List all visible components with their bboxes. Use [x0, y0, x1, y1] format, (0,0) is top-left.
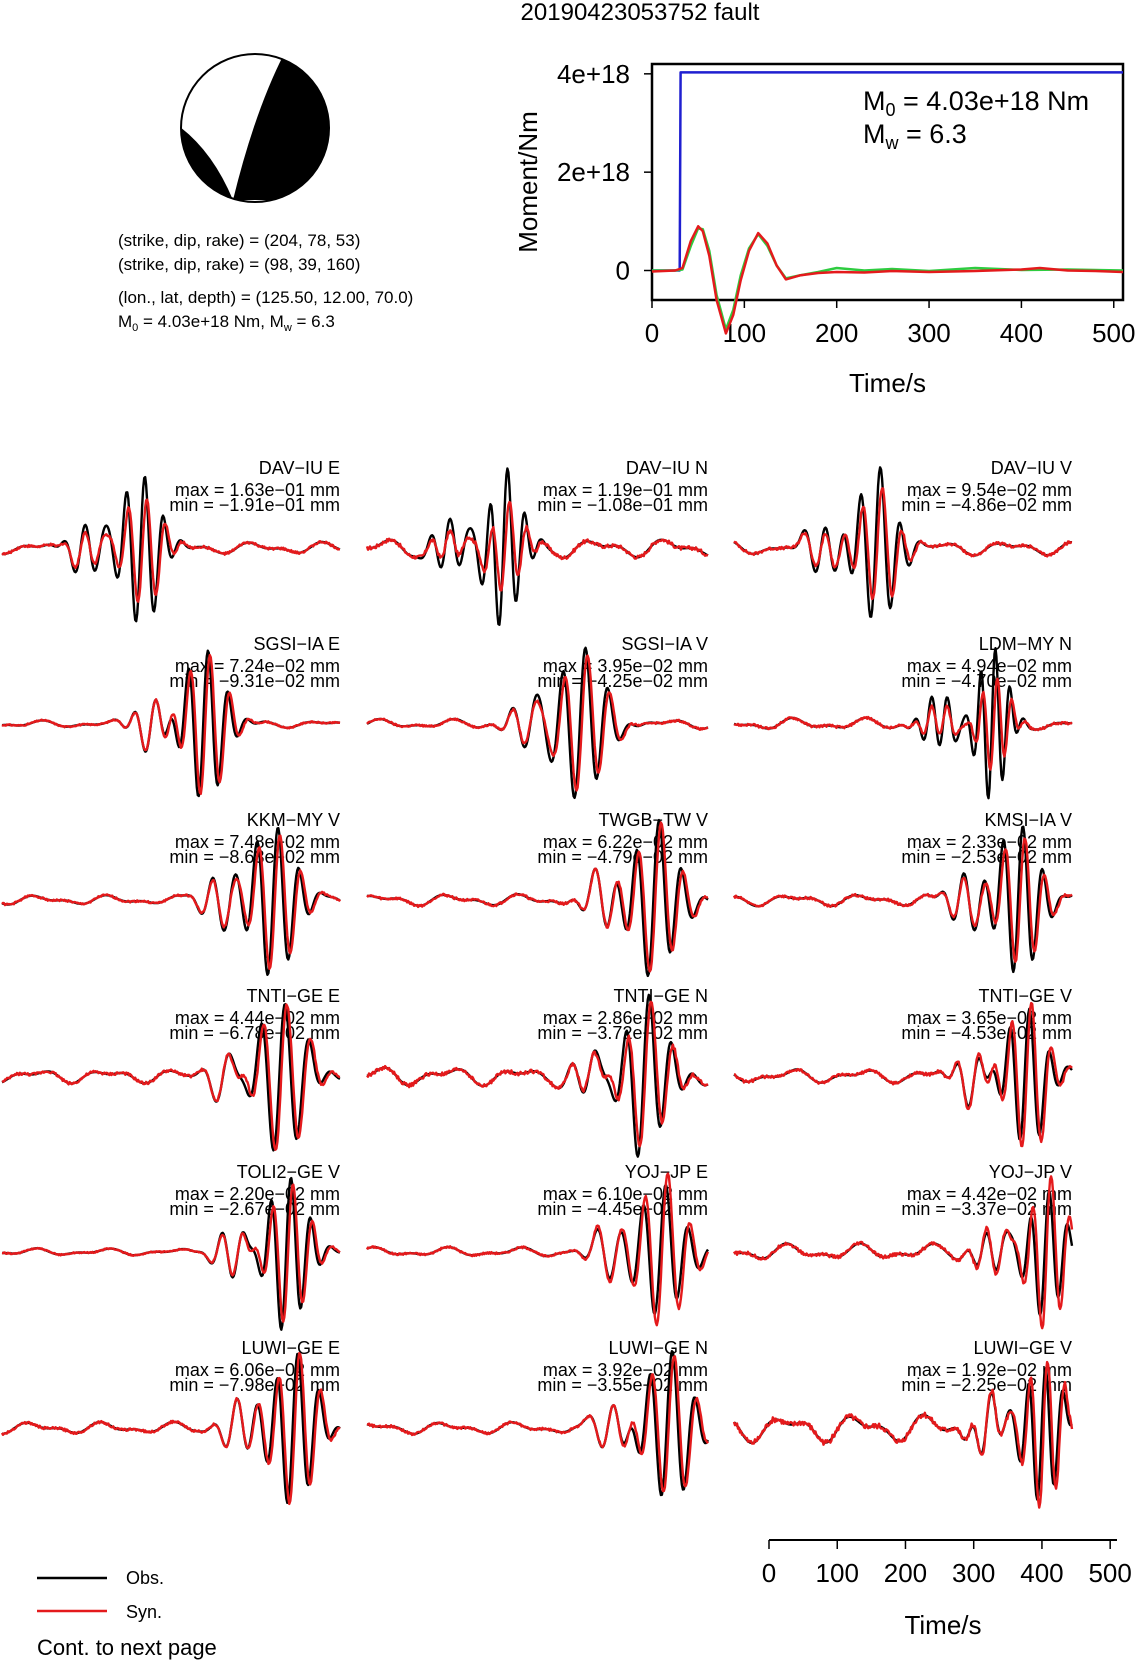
station-label: YOJ−JP V — [988, 1162, 1072, 1182]
station-min: min = −3.72e−02 mm — [537, 1023, 708, 1043]
waveform-panel — [2, 634, 340, 796]
moment-xtick-label: 100 — [722, 318, 767, 348]
station-label: DAV−IU N — [625, 458, 708, 478]
station-label: LUWI−GE N — [608, 1338, 708, 1358]
moment-xtick-label: 0 — [644, 318, 660, 348]
wave-xtick-label: 100 — [815, 1558, 859, 1588]
station-max: max = 6.22e−02 mm — [542, 832, 708, 852]
continued-note: Cont. to next page — [37, 1635, 217, 1660]
station-min: min = −4.45e−02 mm — [537, 1199, 708, 1219]
station-max: max = 7.24e−02 mm — [174, 656, 340, 676]
moment-ytick-label: 0 — [615, 255, 630, 286]
station-min: min = −9.31e−02 mm — [169, 671, 340, 691]
wave-xtick-label: 0 — [761, 1558, 777, 1588]
moment-xlabel: Time/s — [848, 368, 927, 398]
station-min: min = −1.91e−01 mm — [169, 495, 340, 515]
moment-sub: 0 — [132, 322, 139, 334]
waveform-panel — [734, 810, 1072, 972]
moment-rate-red — [652, 226, 1123, 333]
station-min: min = −4.79e−02 mm — [537, 847, 708, 867]
legend-obs-label: Obs. — [126, 1568, 165, 1588]
station-label: TNTI−GE V — [978, 986, 1072, 1006]
station-max: max = 3.65e−02 mm — [906, 1008, 1072, 1028]
page-title: 20190423053752 fault — [520, 0, 760, 26]
station-label: TNTI−GE N — [613, 986, 708, 1006]
station-min: min = −3.37e−02 mm — [901, 1199, 1072, 1219]
wave-xtick-label: 400 — [1020, 1558, 1064, 1588]
synthetic-trace — [367, 502, 708, 590]
station-label: TOLI2−GE V — [236, 1162, 340, 1182]
waveform-panel — [734, 634, 1072, 798]
moment-value: = 4.03e+18 Nm, M — [138, 312, 284, 331]
station-min: min = −6.78e−02 mm — [169, 1023, 340, 1043]
moment-ytick-label: 2e+18 — [556, 157, 630, 188]
station-max: max = 4.44e−02 mm — [174, 1008, 340, 1028]
station-label: KKM−MY V — [246, 810, 340, 830]
waveform-panel — [2, 1338, 340, 1504]
wave-xtick-label: 300 — [952, 1558, 996, 1588]
station-max: max = 4.94e−02 mm — [906, 656, 1072, 676]
waveform-panel — [367, 1162, 708, 1325]
waveform-panel — [2, 1162, 340, 1330]
plane2-text: (strike, dip, rake) = (98, 39, 160) — [118, 255, 361, 274]
station-max: max = 6.10e−02 mm — [542, 1184, 708, 1204]
waveform-panel — [367, 458, 708, 625]
station-max: max = 9.54e−02 mm — [906, 480, 1072, 500]
moment-ylabel: Moment/Nm — [513, 111, 543, 253]
station-min: min = −8.63e−02 mm — [169, 847, 340, 867]
station-max: max = 1.19e−01 mm — [542, 480, 708, 500]
waveform-panel — [734, 1162, 1072, 1328]
station-label: LUWI−GE E — [241, 1338, 340, 1358]
station-min: min = −7.98e−02 mm — [169, 1375, 340, 1395]
station-label: LDM−MY N — [978, 634, 1072, 654]
waveform-panel — [734, 986, 1072, 1146]
moment-annotation-mw: $M_w = 6.3$ — [863, 119, 967, 153]
station-label: TNTI−GE E — [246, 986, 340, 1006]
focal-mechanism-beachball — [170, 52, 340, 202]
station-label: SGSI−IA V — [621, 634, 708, 654]
station-max: max = 3.92e−02 mm — [542, 1360, 708, 1380]
station-min: min = −4.25e−02 mm — [537, 671, 708, 691]
station-min: min = −2.53e−02 mm — [901, 847, 1072, 867]
station-max: max = 3.95e−02 mm — [542, 656, 708, 676]
synthetic-trace — [734, 679, 1072, 770]
mw-value: = 6.3 — [291, 312, 335, 331]
station-max: max = 2.20e−02 mm — [174, 1184, 340, 1204]
observed-trace — [367, 820, 708, 976]
station-max: max = 6.06e−02 mm — [174, 1360, 340, 1380]
waveform-panel — [367, 634, 708, 798]
moment-annotation-m0: $M_0 = 4.03e+18$ Nm — [863, 86, 1090, 120]
legend — [37, 1568, 164, 1622]
station-min: min = −4.70e−02 mm — [901, 671, 1072, 691]
station-max: max = 4.42e−02 mm — [906, 1184, 1072, 1204]
location-text: (lon., lat, depth) = (125.50, 12.00, 70.0) — [118, 288, 414, 307]
waveform-panel — [2, 810, 340, 975]
station-min: min = −4.86e−02 mm — [901, 495, 1072, 515]
moment-xtick-label: 200 — [815, 318, 859, 348]
moment-xtick-label: 500 — [1092, 318, 1136, 348]
wave-xlabel: Time/s — [904, 1610, 982, 1640]
station-max: max = 1.92e−02 mm — [906, 1360, 1072, 1380]
station-max: max = 7.48e−02 mm — [174, 832, 340, 852]
wave-xtick-label: 200 — [883, 1558, 928, 1588]
waveform-time-axis — [762, 1540, 1132, 1640]
station-min: min = −2.67e−02 mm — [169, 1199, 340, 1219]
waveform-panel — [734, 458, 1072, 617]
moment-prefix: M — [118, 312, 133, 331]
station-label: TWGB−TW V — [598, 810, 708, 830]
station-label: DAV−IU V — [990, 458, 1072, 478]
station-min: min = −3.55e−02 mm — [537, 1375, 708, 1395]
plane1-text: (strike, dip, rake) = (204, 78, 53) — [118, 231, 361, 250]
magnitude-text — [118, 312, 335, 334]
wave-xtick-label: 500 — [1088, 1558, 1132, 1588]
moment-xtick-label: 400 — [999, 318, 1044, 348]
moment-xtick-label: 300 — [907, 318, 951, 348]
waveform-panel — [367, 810, 708, 976]
moment-rate-green — [652, 228, 1123, 329]
waveform-panel — [2, 986, 340, 1150]
station-label: KMSI−IA V — [984, 810, 1072, 830]
mw-sub: w — [283, 322, 292, 334]
waveform-grid — [2, 458, 1072, 1508]
waveform-panel — [734, 1338, 1072, 1508]
station-max: max = 2.86e−02 mm — [542, 1008, 708, 1028]
station-min: min = −1.08e−01 mm — [537, 495, 708, 515]
station-label: YOJ−JP E — [624, 1162, 708, 1182]
station-min: min = −4.53e−02 mm — [901, 1023, 1072, 1043]
moment-function-chart — [513, 59, 1135, 398]
moment-ytick-label: 4e+18 — [556, 58, 630, 89]
station-label: SGSI−IA E — [253, 634, 340, 654]
station-label: LUWI−GE V — [973, 1338, 1072, 1358]
station-min: min = −2.25e−02 mm — [901, 1375, 1072, 1395]
station-max: max = 2.33e−02 mm — [906, 832, 1072, 852]
legend-syn-label: Syn. — [126, 1602, 163, 1622]
waveform-panel — [367, 1338, 708, 1495]
station-label: DAV−IU E — [258, 458, 340, 478]
station-max: max = 1.63e−01 mm — [174, 480, 340, 500]
waveform-panel — [2, 458, 340, 621]
waveform-panel — [367, 986, 708, 1157]
